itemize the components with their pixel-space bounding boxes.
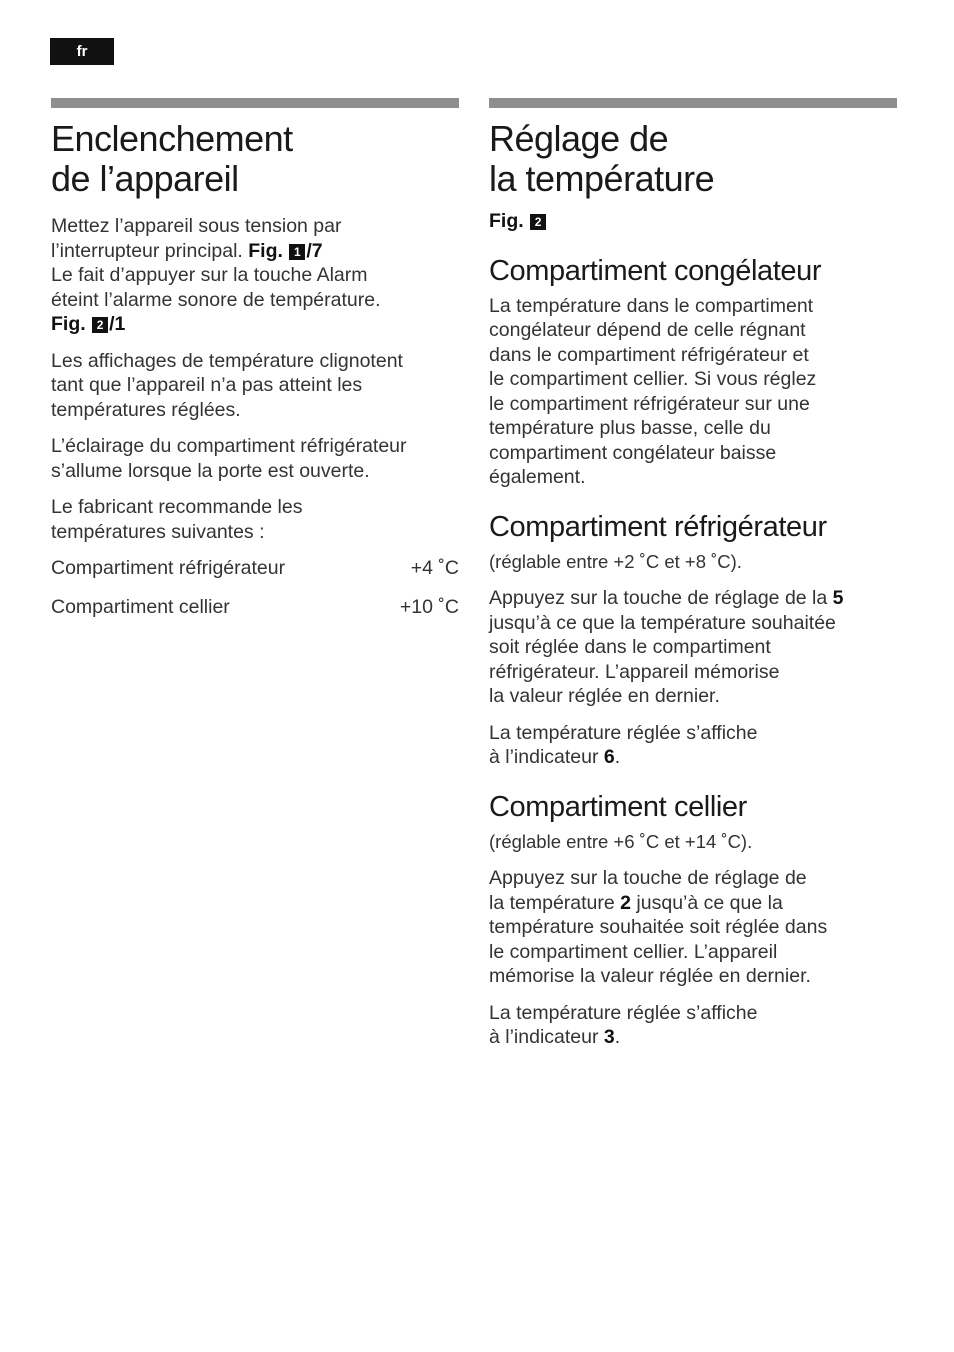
control-number: 5 [832, 587, 844, 609]
text-line [489, 745, 897, 770]
text-line: La température dans le compartiment [489, 294, 814, 317]
indicator-number: 3 [603, 1026, 615, 1048]
text-line: La température réglée s’affiche [489, 721, 758, 744]
text: la température [489, 891, 621, 914]
text-line: réfrigérateur. L’appareil mémorise [489, 660, 780, 683]
figure-number-box: 1 [289, 244, 305, 260]
text-line [489, 586, 897, 611]
text: jusqu’à ce que la [631, 891, 783, 914]
text-line: température souhaitée soit réglée dans [489, 916, 828, 938]
text-line [51, 239, 459, 264]
control-number: 2 [620, 891, 632, 914]
text-line: tant que l’appareil n’a pas atteint les [51, 374, 363, 396]
text-line: le compartiment cellier. Si vous réglez [489, 368, 817, 390]
paragraph-cellar-adjust [489, 866, 897, 989]
text-line: Le fabricant recommande les [51, 496, 303, 518]
title-line: de l’appareil [51, 158, 239, 199]
section-rule [51, 98, 459, 108]
text-line: soit réglée dans le compartiment [489, 636, 771, 658]
indicator-number: 6 [603, 746, 615, 768]
temperature-value: +4 ˚C [410, 557, 459, 579]
text-line: jusqu’à ce que la température souhaitée [489, 611, 836, 634]
range-refrigerator: (réglable entre +2 ˚C et +8 ˚C). [489, 550, 742, 572]
section-switching-on [51, 98, 459, 633]
title-line: la température [489, 158, 715, 199]
text-line: compartiment congélateur baisse [489, 441, 777, 464]
temperature-row [51, 556, 459, 581]
temperature-label: Compartiment réfrigérateur [51, 557, 286, 579]
paragraph-refrigerator-adjust [489, 586, 897, 709]
section-title [489, 119, 897, 199]
paragraph-refrigerator-display [489, 721, 897, 770]
text: à l’indicateur [489, 746, 604, 768]
section-temperature-setting [489, 98, 897, 1062]
paragraph-freezer [489, 294, 897, 490]
text-line: Les affichages de température clignotent [51, 349, 403, 372]
fig-reference: Fig. [248, 239, 283, 262]
text-line: s’allume lorsque la porte est ouverte. [51, 459, 370, 482]
subsection-heading-refrigerator: Compartiment réfrigérateur [489, 510, 827, 543]
range-cellar: (réglable entre +6 ˚C et +14 ˚C). [489, 830, 753, 852]
text-line: le compartiment réfrigérateur sur une [489, 392, 810, 415]
figure-reference-line [489, 209, 897, 234]
paragraph-lighting [51, 434, 459, 483]
paragraph-power-on [51, 214, 459, 337]
subsection-heading-freezer: Compartiment congélateur [489, 254, 822, 287]
temperature-row [51, 595, 459, 620]
title-line: Réglage de [489, 118, 669, 159]
paragraph-blinking [51, 349, 459, 423]
text-line: dans le compartiment réfrigérateur et [489, 343, 809, 366]
figure-number-box: 2 [92, 317, 108, 333]
text-line: également. [489, 466, 586, 488]
text-line [489, 891, 897, 916]
section-rule [489, 98, 897, 108]
fig-reference: Fig. [51, 313, 86, 335]
text-line: température plus basse, celle du [489, 417, 771, 439]
text-line: la valeur réglée en dernier. [489, 685, 720, 707]
figure-number-box: 2 [530, 214, 546, 230]
language-badge: fr [50, 38, 114, 65]
text-line: températures suivantes : [51, 520, 265, 543]
paragraph-cellar-display [489, 1001, 897, 1050]
text: l’interrupteur principal. [51, 239, 249, 262]
subsection-heading-cellar: Compartiment cellier [489, 790, 747, 823]
text-line: le compartiment cellier. L’appareil [489, 940, 778, 963]
text-line: congélateur dépend de celle régnant [489, 319, 806, 341]
figure-item: /1 [109, 313, 126, 335]
section-title [51, 119, 459, 199]
text-line [51, 312, 459, 337]
text-line: températures réglées. [51, 398, 241, 421]
text-line: Appuyez sur la touche de réglage de [489, 867, 807, 889]
text-line: mémorise la valeur réglée en dernier. [489, 965, 811, 987]
paragraph-recommendation [51, 495, 459, 544]
text-line: éteint l’alarme sonore de température. [51, 288, 381, 311]
fig-reference: Fig. [489, 210, 524, 232]
text: Appuyez sur la touche de réglage de la [489, 587, 833, 609]
text-line: Mettez l’appareil sous tension par [51, 215, 342, 237]
text-line: L’éclairage du compartiment réfrigérateur [51, 435, 407, 457]
title-line: Enclenchement [51, 118, 293, 159]
temperature-label: Compartiment cellier [51, 595, 230, 618]
temperature-value: +10 ˚C [399, 595, 459, 618]
text-line: Le fait d’appuyer sur la touche Alarm [51, 264, 368, 286]
text-line: La température réglée s’affiche [489, 1001, 758, 1024]
text-line [489, 1025, 897, 1050]
text: à l’indicateur [489, 1026, 604, 1048]
text: . [614, 1026, 621, 1048]
text: . [614, 746, 621, 768]
figure-item: /7 [306, 239, 323, 262]
